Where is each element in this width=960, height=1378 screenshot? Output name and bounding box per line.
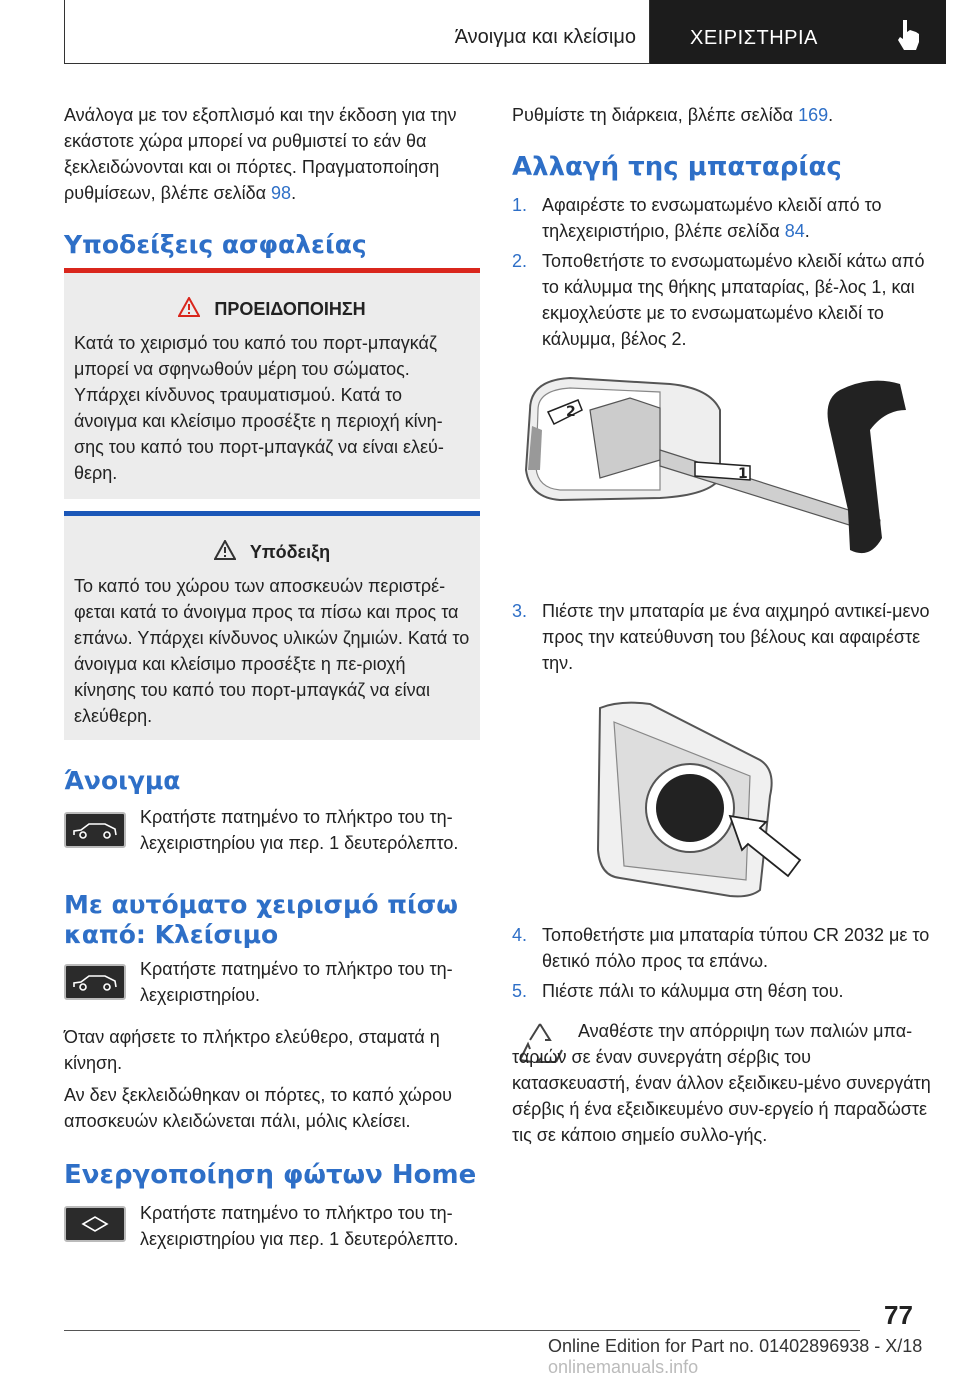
step-1 <box>512 192 930 244</box>
step-number: 5. <box>512 981 528 1001</box>
warning-triangle-icon <box>214 540 236 565</box>
recycle-text: Αναθέστε την απόρριψη των παλιών μπα-ταριών σε έναν συνεργάτη σέρβις του κατασκευαστή, έναν άλλον εξειδικευ-μένο συνεργάτη σέρβις ή ένα εξειδικευμένο συν-εργείο ή παραδώστε τις σε κάποιο σημείο συλλο-γής. <box>512 1021 931 1145</box>
step-number: 1. <box>512 195 528 215</box>
step-1-page-link[interactable]: 84 <box>784 221 805 241</box>
header-section-title: Άνοιγμα και κλείσιμο <box>454 26 636 48</box>
step-3 <box>512 598 930 676</box>
home-lights-heading: Ενεργοποίηση φώτων Home <box>64 1160 477 1190</box>
duration-paragraph <box>512 102 932 128</box>
battery-heading: Αλλαγή της μπαταρίας <box>512 152 842 182</box>
arrow-label-2: 2 <box>566 404 576 420</box>
warning-box <box>64 273 480 499</box>
open-heading: Άνοιγμα <box>64 766 181 795</box>
warning-triangle-icon <box>178 297 200 322</box>
arrow-label-1: 1 <box>738 466 748 482</box>
duration-end: . <box>828 105 834 125</box>
warning-text: Κατά το χειρισμό του καπό του πορτ-μπαγκάζ μπορεί να σφηνωθούν μέρη του σώματος. Υπάρχει κίνδυνος τραυματισμού. Κατά το άνοιγμα και κλείσιμο προσέξτε η περιοχή κίνη-σης του καπό του πορτ-μπαγκάζ να είναι ελεύ-θερη. <box>74 333 444 483</box>
edition-text: Online Edition for Part no. 01402896938 - X/18 <box>548 1336 923 1356</box>
open-text: Κρατήστε πατημένο το πλήκτρο του τη-λεχειριστηρίου για περ. 1 δευτερόλεπτο. <box>140 807 459 853</box>
intro-text: Ανάλογα με τον εξοπλισμό και την έκδοση για την εκάστοτε χώρα μπορεί να ρυθμιστεί το εάν θα ξεκλειδώνονται και οι πόρτες. Πραγματοποίηση ρυθμίσεων, βλέπε σελίδα <box>64 105 457 203</box>
step-5-text: Πιέστε πάλι το κάλυμμα στη θέση του. <box>542 981 844 1001</box>
step-4 <box>512 922 930 974</box>
step-4-text: Τοποθετήστε μια μπαταρία τύπου CR 2032 με το θετικό πόλο προς τα επάνω. <box>542 925 930 971</box>
step-number: 3. <box>512 601 528 621</box>
watermark-site: onlinemanuals.info <box>548 1357 699 1377</box>
home-lights-button-icon <box>64 1206 126 1242</box>
notice-text: Το καπό του χώρου των αποσκευών περιστρέ-φεται κατά το άνοιγμα προς τα πίσω και προς τα επάνω. Υπάρχει κίνδυνος υλικών ζημιών. Κατά το άνοιγμα και κλείσιμο προσέξτε η πε-ριοχή κίνησης του καπό του πορτ-μπαγκάζ να είναι ελεύθερη. <box>74 576 470 726</box>
step-number: 2. <box>512 251 528 271</box>
page-number: 77 <box>884 1300 913 1330</box>
footer-rule <box>64 1330 860 1331</box>
warning-title: ΠΡΟΕΙΔΟΠΟΙΗΣΗ <box>214 299 366 319</box>
intro-end: . <box>291 183 297 203</box>
step-text <box>542 192 930 244</box>
battery-compartment-illustration <box>580 700 820 900</box>
notice-box <box>64 516 480 740</box>
home-lights-text: Κρατήστε πατημένο το πλήκτρο του τη-λεχειριστηρίου για περ. 1 δευτερόλεπτο. <box>140 1203 459 1249</box>
car-trunk-button-icon <box>64 812 126 848</box>
step-2 <box>512 248 930 352</box>
intro-page-link[interactable]: 98 <box>271 183 292 203</box>
duration-text: Ρυθμίστε τη διάρκεια, βλέπε σελίδα <box>512 105 799 125</box>
car-trunk-button-icon <box>64 964 126 1000</box>
duration-page-link[interactable]: 169 <box>798 105 829 125</box>
safety-heading: Υποδείξεις ασφαλείας <box>64 230 367 259</box>
unlock-text: Αν δεν ξεκλειδώθηκαν οι πόρτες, το καπό χώρου αποσκευών κλειδώνεται πάλι, μόλις κλείσει. <box>64 1085 452 1131</box>
hand-pointer-icon <box>894 18 924 57</box>
notice-title: Υπόδειξη <box>249 542 331 562</box>
intro-paragraph <box>64 102 482 206</box>
notice-title-row <box>74 516 470 573</box>
warning-title-row <box>74 273 470 330</box>
header-chapter-title: ΧΕΙΡΙΣΤΗΡΙΑ <box>690 27 818 49</box>
step-1-end: . <box>804 221 810 241</box>
release-text: Όταν αφήσετε το πλήκτρο ελεύθερο, σταματά η κίνηση. <box>64 1027 440 1073</box>
edition-note <box>548 1336 960 1378</box>
step-1-text: Αφαιρέστε το ενσωματωμένο κλειδί από το τηλεχειριστήριο, βλέπε σελίδα <box>542 195 882 241</box>
step-3-text: Πιέστε την μπαταρία με ένα αιχμηρό αντικεί-μενο προς την κατεύθυνση του βέλους και αφαιρέστε την. <box>542 601 930 673</box>
step-5 <box>512 978 930 1004</box>
step-2-text: Τοποθετήστε το ενσωματωμένο κλειδί κάτω από το κάλυμμα της θήκης μπαταρίας, βέ-λος 1, και εκμοχλεύστε με το ενσωματωμένο κλειδί το κάλυμμα, βέλος 2. <box>542 251 925 349</box>
auto-close-heading: Με αυτόματο χειρισμό πίσω καπό: Κλείσιμο <box>64 890 458 949</box>
key-removal-illustration <box>510 370 930 570</box>
auto-close-text: Κρατήστε πατημένο το πλήκτρο του τη-λεχειριστηρίου. <box>140 959 453 1005</box>
step-number: 4. <box>512 925 528 945</box>
